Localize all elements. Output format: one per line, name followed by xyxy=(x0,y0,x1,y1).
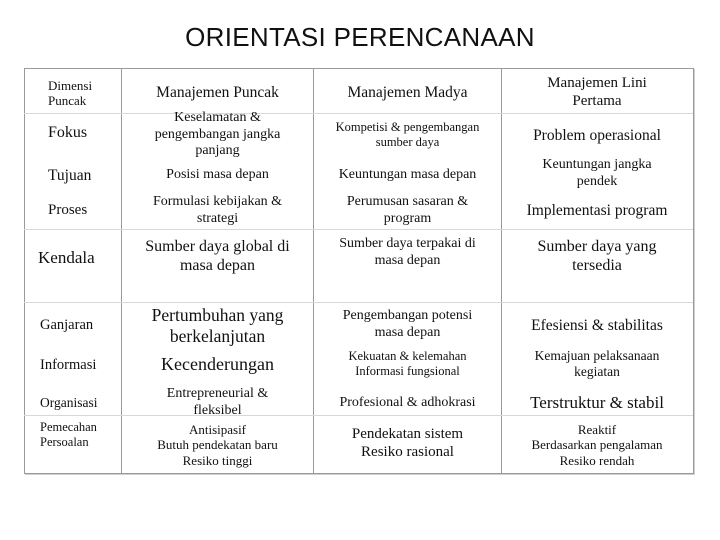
row-organisasi-madya: Profesional & adhokrasi xyxy=(339,394,476,410)
row-pemecahan-puncak: Antisipasif Butuh pendekatan baru Resiko tinggi xyxy=(157,422,278,468)
page-title: ORIENTASI PERENCANAAN xyxy=(185,22,535,52)
row-pemecahan-dimensi: Pemecahan Persoalan xyxy=(40,420,97,449)
row-pemecahan-lini: Reaktif Berdasarkan pengalaman Resiko rendah xyxy=(531,422,663,468)
row-informasi-madya: Kekuatan & kelemahan Informasi fungsional xyxy=(348,349,467,378)
row-fokus-dimensi: Fokus xyxy=(48,123,88,141)
row-tujuan-puncak: Posisi masa depan xyxy=(166,166,269,182)
row-tujuan-dimensi: Tujuan xyxy=(48,166,92,184)
row-kendala-puncak: Sumber daya global di masa depan xyxy=(145,238,290,274)
column-divider xyxy=(313,68,314,473)
row-kendala-lini: Sumber daya yang tersedia xyxy=(537,238,657,274)
header-manajemen-puncak: Manajemen Puncak xyxy=(156,83,279,101)
row-pemecahan-madya: Pendekatan sistem Resiko rasional xyxy=(351,426,464,460)
row-ganjaran-puncak: Pertumbuhan yang berkelanjutan xyxy=(151,305,284,346)
row-fokus-puncak: Keselamatan & pengembangan jangka panjang xyxy=(154,110,281,159)
row-organisasi-dimensi: Organisasi xyxy=(40,395,98,411)
header-dimensi: Dimensi Puncak xyxy=(48,77,93,108)
row-proses-dimensi: Proses xyxy=(48,202,88,219)
row-ganjaran-dimensi: Ganjaran xyxy=(40,317,94,334)
row-fokus-madya: Kompetisi & pengembangan sumber daya xyxy=(335,120,480,149)
row-tujuan-lini: Keuntungan jangka pendek xyxy=(542,157,652,189)
row-proses-lini: Implementasi program xyxy=(526,201,668,219)
row-ganjaran-lini: Efesiensi & stabilitas xyxy=(531,316,663,334)
row-informasi-puncak: Kecenderungan xyxy=(161,354,274,375)
row-proses-madya: Perumusan sasaran & program xyxy=(346,194,469,226)
row-kendala-dimensi: Kendala xyxy=(38,247,95,267)
row-ganjaran-madya: Pengembangan potensi masa depan xyxy=(342,308,473,340)
row-kendala-madya: Sumber daya terpakai di masa depan xyxy=(339,236,476,268)
row-organisasi-lini: Terstruktur & stabil xyxy=(530,392,664,412)
row-organisasi-puncak: Entrepreneurial & fleksibel xyxy=(166,386,269,418)
row-tujuan-madya: Keuntungan masa depan xyxy=(338,166,477,182)
row-informasi-dimensi: Informasi xyxy=(40,357,97,374)
column-divider xyxy=(501,68,502,473)
header-manajemen-lini: Manajemen Lini Pertama xyxy=(547,75,647,109)
row-proses-puncak: Formulasi kebijakan & strategi xyxy=(152,194,283,226)
row-fokus-lini: Problem operasional xyxy=(533,126,661,144)
header-manajemen-madya: Manajemen Madya xyxy=(347,83,468,101)
row-informasi-lini: Kemajuan pelaksanaan kegiatan xyxy=(534,348,660,379)
